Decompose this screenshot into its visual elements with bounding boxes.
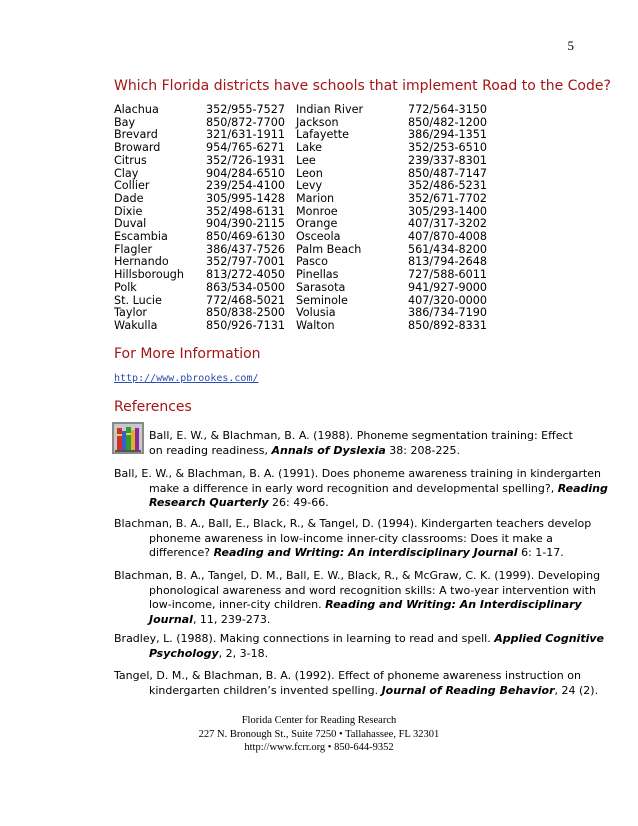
district-phone: 850/838-2500	[206, 306, 285, 320]
district-row	[114, 142, 488, 155]
district-name: Hernando	[114, 255, 169, 269]
district-phone: 407/320-0000	[408, 293, 487, 307]
district-phone: 386/734-7190	[408, 306, 487, 320]
district-phone: 850/892-8331	[408, 318, 487, 332]
footer-address: 227 N. Bronough St., Suite 7250 • Tallahassee, FL 32301	[198, 728, 440, 740]
district-name: Brevard	[114, 128, 158, 142]
district-name: Lake	[296, 141, 323, 155]
district-name: Hillsborough	[114, 268, 184, 282]
district-name: Seminole	[296, 293, 348, 307]
district-phone: 239/337-8301	[408, 153, 487, 167]
district-name: Wakulla	[114, 318, 158, 332]
district-row	[114, 231, 488, 244]
district-phone: 904/390-2115	[206, 217, 285, 231]
district-name: Polk	[114, 280, 137, 294]
reference-item: Bradley, L. (1988). Making connections in learning to read and spell. Applied Cognitive Psychology, 2, 3-18.	[114, 632, 604, 660]
district-phone: 386/294-1351	[408, 128, 487, 142]
district-phone: 904/284-6510	[206, 166, 285, 180]
district-phone: 386/437-7526	[206, 242, 285, 256]
district-name: Broward	[114, 141, 161, 155]
district-phone: 352/797-7001	[206, 255, 285, 269]
district-phone: 352/955-7527	[206, 103, 285, 116]
district-phone: 352/486-5231	[408, 179, 487, 193]
district-phone: 772/468-5021	[206, 293, 285, 307]
district-name: Walton	[296, 318, 335, 332]
district-phone: 813/794-2648	[408, 255, 487, 269]
reference-item: Ball, E. W., & Blachman, B. A. (1988). Phoneme segmentation training: Effect on reading readiness, Annals of Dyslexia 38: 208-225.	[149, 429, 573, 457]
district-name: Alachua	[114, 103, 159, 116]
district-name: Taylor	[114, 306, 148, 320]
district-name: Pinellas	[296, 268, 339, 282]
district-phone: 561/434-8200	[408, 242, 487, 256]
books-icon	[112, 422, 144, 454]
district-row	[114, 269, 488, 282]
district-name: St. Lucie	[114, 293, 162, 307]
district-row	[114, 104, 488, 117]
district-phone: 850/926-7131	[206, 318, 285, 332]
district-phone: 850/872-7700	[206, 115, 285, 129]
reference-item: Blachman, B. A., Tangel, D. M., Ball, E. W., Black, R., & McGraw, C. K. (1999). Developing phonological awareness and word recognition skills: A two-year intervention with low-income, inner-city children. Reading and Writing: An Interdisciplinary Journal, 11, 239-273.	[114, 569, 601, 626]
reference-item: Blachman, B. A., Ball, E., Black, R., & Tangel, D. (1994). Kindergarten teachers develop phoneme awareness in low-income inner-city classrooms: Does it make a difference? Reading and Writing: An interdisciplinary Journal 6: 1-17.	[114, 517, 592, 559]
district-name: Sarasota	[296, 280, 346, 294]
references-heading: References	[114, 399, 192, 415]
district-phone: 941/927-9000	[408, 280, 487, 294]
reference-item: Ball, E. W., & Blachman, B. A. (1991). Does phoneme awareness training in kindergarten make a difference in early word recognition and developmental spelling?, Reading Research Quarterly 26: 49-66.	[114, 467, 608, 509]
district-name: Monroe	[296, 204, 338, 218]
district-name: Citrus	[114, 153, 147, 167]
district-phone: 850/482-1200	[408, 115, 487, 129]
reference-item: Tangel, D. M., & Blachman, B. A. (1992). Effect of phoneme awareness instruction on kindergarten children’s invented spelling. Journal of Reading Behavior, 24 (2).	[114, 669, 599, 697]
district-name: Leon	[296, 166, 323, 180]
district-phone: 850/487-7147	[408, 166, 487, 180]
district-name: Marion	[296, 191, 335, 205]
footer-org: Florida Center for Reading Research	[241, 715, 397, 726]
districts-table-body	[114, 104, 488, 333]
district-phone: 813/272-4050	[206, 268, 285, 282]
district-phone: 850/469-6130	[206, 230, 285, 244]
districts-table	[114, 104, 488, 333]
district-name: Bay	[114, 115, 136, 129]
footer-contact: http://www.fcrr.org • 850-644-9352	[244, 742, 394, 753]
district-name: Escambia	[114, 230, 168, 244]
district-phone: 352/253-6510	[408, 141, 487, 155]
page-footer	[0, 714, 638, 755]
district-name: Dixie	[114, 204, 143, 218]
district-name: Levy	[296, 179, 323, 193]
district-name: Duval	[114, 217, 147, 231]
district-phone: 407/870-4008	[408, 230, 487, 244]
district-phone: 954/765-6271	[206, 141, 285, 155]
districts-heading: Which Florida districts have schools that implement Road to the Code?	[114, 78, 611, 94]
district-phone: 305/995-1428	[206, 191, 285, 205]
district-name: Indian River	[296, 103, 364, 116]
district-name: Volusia	[296, 306, 336, 320]
district-row	[114, 155, 488, 168]
district-name: Collier	[114, 179, 150, 193]
district-phone: 305/293-1400	[408, 204, 487, 218]
district-row	[114, 320, 488, 333]
district-phone: 352/671-7702	[408, 191, 487, 205]
district-phone: 321/631-1911	[206, 128, 285, 142]
district-phone: 727/588-6011	[408, 268, 487, 282]
district-phone: 352/498-6131	[206, 204, 285, 218]
district-name: Osceola	[296, 230, 341, 244]
district-name: Jackson	[296, 115, 339, 129]
district-name: Palm Beach	[296, 242, 362, 256]
district-name: Clay	[114, 166, 139, 180]
district-name: Orange	[296, 217, 338, 231]
district-phone: 772/564-3150	[408, 103, 487, 116]
district-name: Lafayette	[296, 128, 350, 142]
page-number: 5	[567, 38, 574, 53]
district-name: Flagler	[114, 242, 153, 256]
district-name: Pasco	[296, 255, 328, 269]
district-phone: 239/254-4100	[206, 179, 285, 193]
district-phone: 863/534-0500	[206, 280, 285, 294]
district-row	[114, 282, 488, 295]
district-phone: 407/317-3202	[408, 217, 487, 231]
district-phone: 352/726-1931	[206, 153, 285, 167]
more-info-heading: For More Information	[114, 346, 261, 362]
district-name: Lee	[296, 153, 316, 167]
pbrookes-link[interactable]: http://www.pbrookes.com/	[114, 373, 259, 384]
district-row	[114, 193, 488, 206]
district-name: Dade	[114, 191, 144, 205]
